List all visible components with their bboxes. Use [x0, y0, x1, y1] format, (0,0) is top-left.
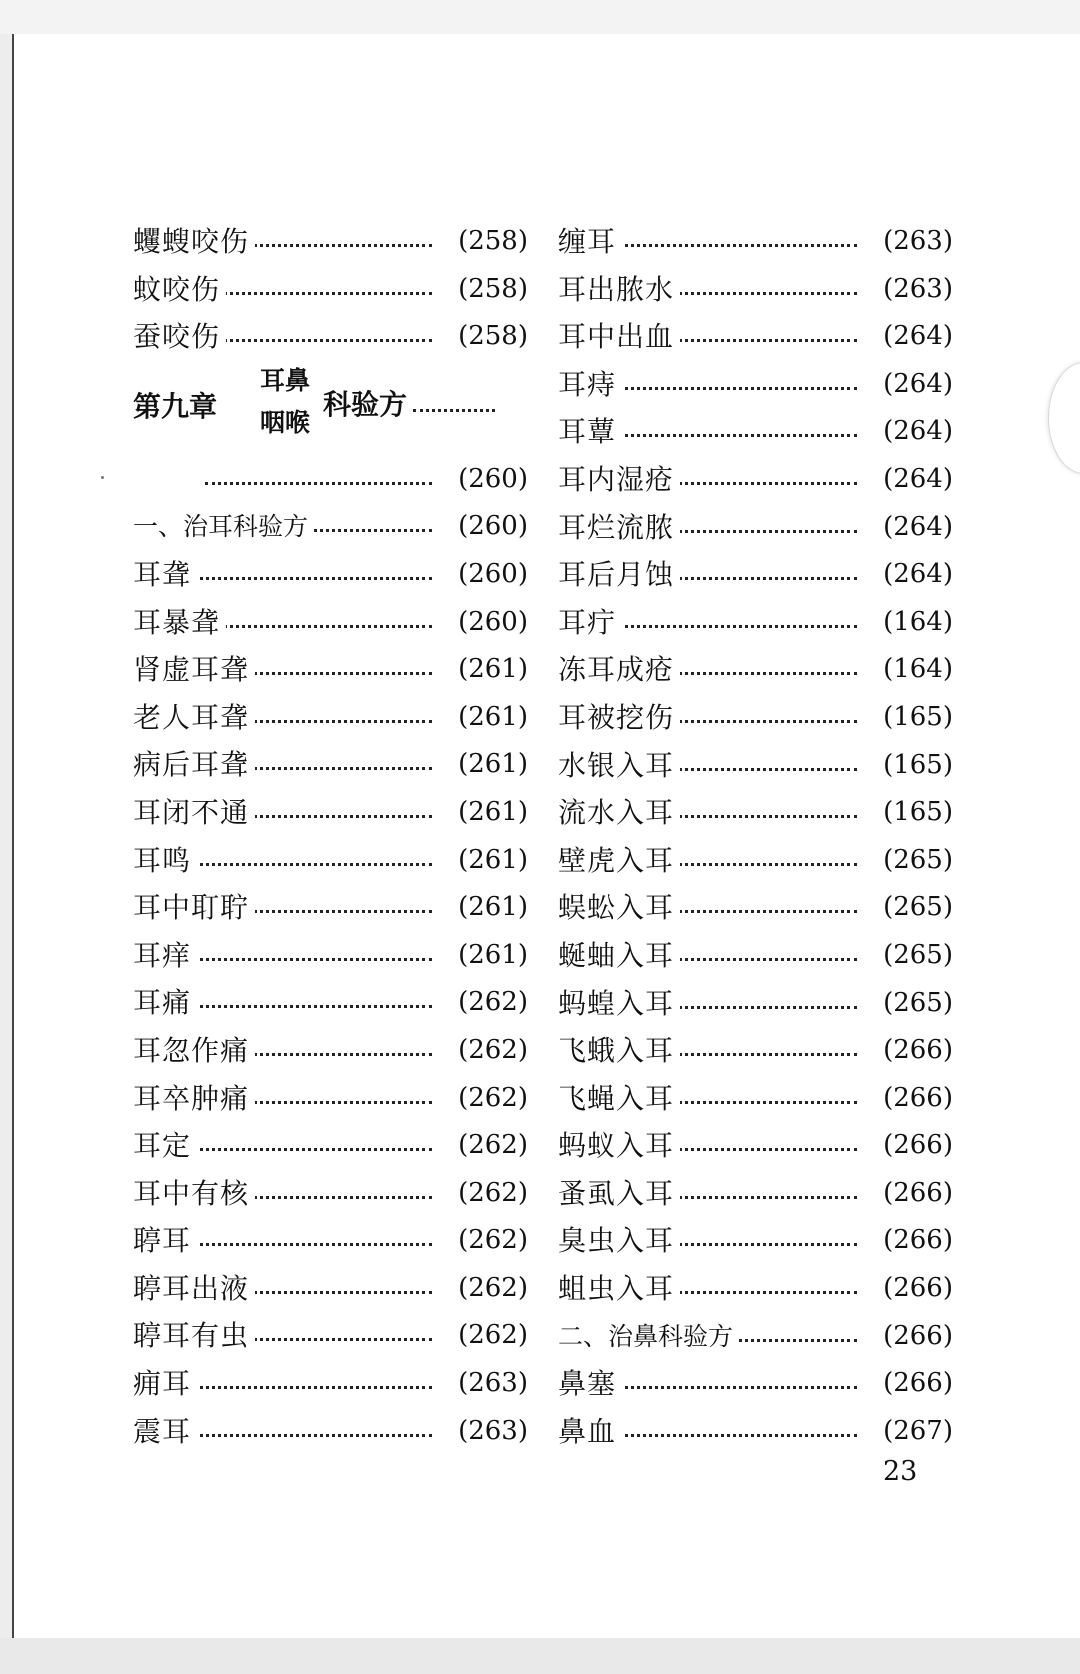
page-ref: (264) — [877, 313, 953, 361]
entry-title: 耳忽作痛 — [133, 1027, 255, 1075]
page-ref: (266) — [877, 1170, 953, 1218]
page-number: 23 — [883, 1456, 918, 1487]
entry-title: 耳内湿疮 — [558, 456, 680, 504]
page-ref: (265) — [877, 837, 953, 885]
page-ref: (262) — [452, 1170, 528, 1218]
entry-title: 臭虫入耳 — [558, 1217, 680, 1265]
entry-title: 耳定 — [133, 1122, 197, 1170]
viewer-bottom-bar — [0, 1638, 1080, 1674]
page-ref: (164) — [877, 646, 953, 694]
toc-entry[interactable] — [558, 884, 953, 932]
toc-entry[interactable] — [558, 980, 953, 1028]
page-ref: (261) — [452, 837, 528, 885]
toc-entry[interactable] — [133, 646, 528, 694]
toc-entry[interactable] — [133, 218, 528, 266]
entry-title: 蚂蝗入耳 — [558, 980, 680, 1028]
toc-left-column — [133, 218, 528, 1455]
entry-title: 聤耳出液 — [133, 1265, 255, 1313]
page-ref: (165) — [877, 742, 953, 790]
entry-title: 耳痔 — [558, 361, 622, 409]
toc-entry[interactable] — [558, 599, 953, 647]
page-ref: (262) — [452, 1122, 528, 1170]
toc-entry[interactable] — [558, 742, 953, 790]
dot-leader — [413, 409, 495, 412]
page-ref: (258) — [452, 218, 528, 266]
toc-entry[interactable] — [558, 504, 953, 552]
toc-right-column — [558, 218, 953, 1455]
toc-entry[interactable] — [558, 408, 953, 456]
page-ref: (265) — [877, 932, 953, 980]
toc-entry[interactable] — [133, 266, 528, 314]
toc-entry[interactable] — [558, 1360, 953, 1408]
entry-title: 蚕咬伤 — [133, 313, 226, 361]
page-ref: (264) — [877, 504, 953, 552]
page-ref: (261) — [452, 741, 528, 789]
toc-entry[interactable] — [558, 694, 953, 742]
entry-title: 耳中出血 — [558, 313, 680, 361]
entry-title: 蜒蚰入耳 — [558, 932, 680, 980]
page-ref: (263) — [452, 1408, 528, 1456]
page-ref: (261) — [452, 884, 528, 932]
entry-title: 耳卒肿痛 — [133, 1075, 255, 1123]
entry-title: 聤耳有虫 — [133, 1312, 255, 1360]
toc-entry[interactable] — [558, 266, 953, 314]
page-ref: (260) — [452, 551, 528, 599]
entry-title: 壁虎入耳 — [558, 837, 680, 885]
entry-title: 蜈蚣入耳 — [558, 884, 680, 932]
chapter-heading[interactable] — [133, 361, 528, 456]
toc-entry[interactable] — [558, 456, 953, 504]
page-ref: (261) — [452, 646, 528, 694]
toc-entry[interactable] — [133, 1170, 528, 1218]
page-ref: (263) — [452, 1360, 528, 1408]
entry-title: 耳鸣 — [133, 837, 197, 885]
entry-title: 流水入耳 — [558, 789, 680, 837]
entry-title: 耳出脓水 — [558, 266, 680, 314]
toc-entry[interactable] — [133, 884, 528, 932]
toc-entry[interactable] — [558, 361, 953, 409]
entry-title: 蛆虫入耳 — [558, 1265, 680, 1313]
page-ref: (164) — [877, 599, 953, 647]
page-ref: (265) — [877, 980, 953, 1028]
toc-entry[interactable] — [558, 1170, 953, 1218]
page-ref: (262) — [452, 1217, 528, 1265]
entry-title: 缠耳 — [558, 218, 622, 266]
toc-entry[interactable] — [558, 837, 953, 885]
page-ref: (266) — [877, 1265, 953, 1313]
entry-title: 飞蝇入耳 — [558, 1075, 680, 1123]
page-ref: (165) — [877, 789, 953, 837]
page-ref: (262) — [452, 979, 528, 1027]
page-ref: (258) — [452, 313, 528, 361]
toc-entry[interactable] — [558, 932, 953, 980]
entry-title: 鼻塞 — [558, 1360, 622, 1408]
entry-title: 耳痛 — [133, 979, 197, 1027]
page-ref: (263) — [877, 218, 953, 266]
toc-entry[interactable] — [133, 1312, 528, 1360]
page-ref: (266) — [877, 1027, 953, 1075]
toc-entry[interactable] — [133, 741, 528, 789]
toc-entry[interactable] — [133, 599, 528, 647]
toc-entry[interactable] — [558, 646, 953, 694]
toc-entry[interactable] — [133, 1122, 528, 1170]
toc-entry[interactable] — [558, 218, 953, 266]
toc-entry[interactable] — [133, 456, 528, 504]
page-ref: (267) — [877, 1408, 953, 1456]
toc-entry[interactable] — [558, 1027, 953, 1075]
page-ref: (260) — [452, 599, 528, 647]
entry-title: 耳暴聋 — [133, 599, 226, 647]
page-ref: (266) — [877, 1122, 953, 1170]
toc-entry[interactable] — [558, 1217, 953, 1265]
toc-entry[interactable] — [558, 1313, 953, 1361]
page-ref: (262) — [452, 1265, 528, 1313]
toc-entry[interactable] — [133, 1265, 528, 1313]
entry-title: 蠼螋咬伤 — [133, 218, 255, 266]
page-ref: (264) — [877, 456, 953, 504]
entry-title: 耳聋 — [133, 551, 197, 599]
toc-entry[interactable] — [133, 932, 528, 980]
entry-title: 耳中耵聍 — [133, 884, 255, 932]
page-ref: (265) — [877, 884, 953, 932]
page-ref: (266) — [877, 1075, 953, 1123]
entry-title: 聤耳 — [133, 1217, 197, 1265]
entry-title: 耳被挖伤 — [558, 694, 680, 742]
toc-entry[interactable] — [133, 1027, 528, 1075]
entry-title: 鼻血 — [558, 1408, 622, 1456]
entry-title: 耳后月蚀 — [558, 551, 680, 599]
toc-entry[interactable] — [133, 1408, 528, 1456]
page-ref: (266) — [877, 1313, 953, 1361]
entry-title: 耳中有核 — [133, 1170, 255, 1218]
entry-title: 一、治耳科验方 — [133, 503, 314, 551]
toc-entry[interactable] — [133, 837, 528, 885]
page-ref: (262) — [452, 1075, 528, 1123]
entry-title: 震耳 — [133, 1408, 197, 1456]
toc-entry[interactable] — [133, 979, 528, 1027]
page-ref: (266) — [877, 1217, 953, 1265]
toc-entry[interactable] — [133, 503, 528, 551]
chapter-title-tail: 科验方 — [323, 383, 411, 423]
toc-entry[interactable] — [558, 1122, 953, 1170]
page-ref: (260) — [452, 503, 528, 551]
toc-entry[interactable] — [133, 1360, 528, 1408]
chapter-title-bottom: 咽喉 — [260, 407, 311, 437]
entry-title: 病后耳聋 — [133, 741, 255, 789]
toc-entry[interactable] — [558, 1075, 953, 1123]
page-ref: (262) — [452, 1027, 528, 1075]
page-edge — [12, 34, 14, 1638]
page-ref: (261) — [452, 694, 528, 742]
entry-title: 耳疔 — [558, 599, 622, 647]
entry-title: 耳烂流脓 — [558, 504, 680, 552]
toc-entry[interactable] — [558, 551, 953, 599]
page-ref: (263) — [877, 266, 953, 314]
toc-entry[interactable] — [558, 1265, 953, 1313]
chapter-label: 第九章 — [133, 389, 218, 423]
page-ref: (261) — [452, 932, 528, 980]
entry-title: 蚤虱入耳 — [558, 1170, 680, 1218]
toc-entry[interactable] — [558, 313, 953, 361]
entry-title: 老人耳聋 — [133, 694, 255, 742]
toc-entry[interactable] — [133, 1075, 528, 1123]
entry-title: 肾虚耳聋 — [133, 646, 255, 694]
page-ref: (260) — [452, 456, 528, 504]
page-ref: (266) — [877, 1360, 953, 1408]
toc-entry[interactable] — [558, 789, 953, 837]
viewer-top-bar — [0, 0, 1080, 34]
entry-title: 水银入耳 — [558, 742, 680, 790]
page-ref: (165) — [877, 694, 953, 742]
entry-title: 耳蕈 — [558, 408, 622, 456]
page-ref: (264) — [877, 408, 953, 456]
toc-entry[interactable] — [133, 694, 528, 742]
chapter-title-top: 耳鼻 — [260, 365, 311, 395]
page-ref: (261) — [452, 789, 528, 837]
entry-title: 冻耳成疮 — [558, 646, 680, 694]
toc-entry[interactable] — [558, 1408, 953, 1456]
entry-title: 蚂蚁入耳 — [558, 1122, 680, 1170]
entry-title: 痈耳 — [133, 1360, 197, 1408]
entry-title: 飞蛾入耳 — [558, 1027, 680, 1075]
dot-leader — [205, 482, 432, 485]
toc-entry[interactable] — [133, 551, 528, 599]
toc-entry[interactable] — [133, 313, 528, 361]
entry-title: 二、治鼻科验方 — [558, 1313, 739, 1361]
entry-title: 蚊咬伤 — [133, 266, 226, 314]
page-ref: (264) — [877, 361, 953, 409]
toc-entry[interactable] — [133, 789, 528, 837]
page-ref: (262) — [452, 1312, 528, 1360]
scan-speck — [101, 476, 104, 479]
entry-title: 耳闭不通 — [133, 789, 255, 837]
page-ref: (258) — [452, 266, 528, 314]
entry-title: 耳痒 — [133, 932, 197, 980]
toc-entry[interactable] — [133, 1217, 528, 1265]
page-ref: (264) — [877, 551, 953, 599]
